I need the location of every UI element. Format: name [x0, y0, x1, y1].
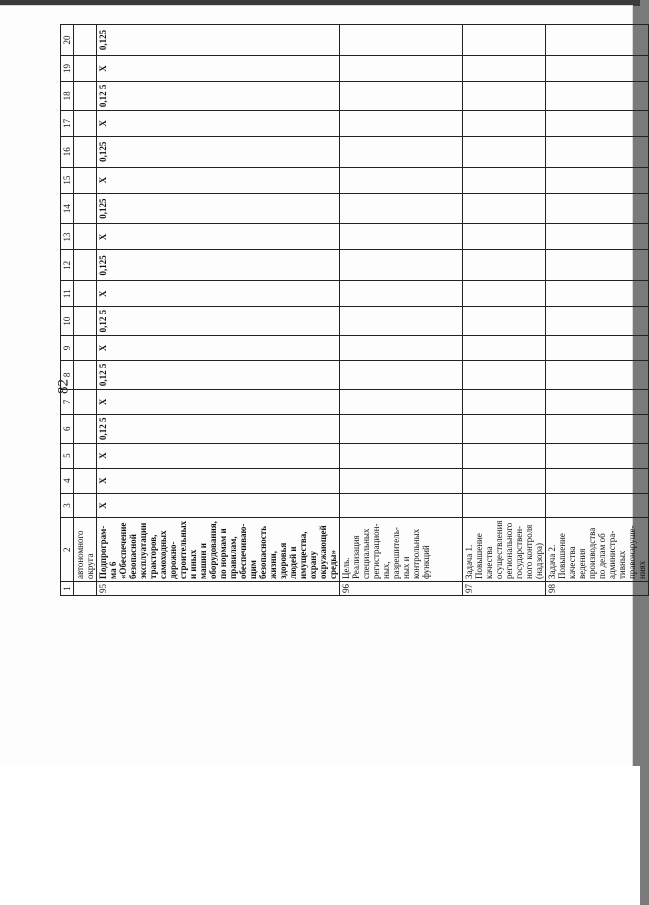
- table-cell: [74, 167, 97, 193]
- table-cell: [340, 493, 463, 518]
- table-cell: [74, 582, 97, 596]
- table-cell: [463, 25, 546, 56]
- table-cell: [74, 224, 97, 250]
- table-row: [463, 25, 546, 596]
- row-name: Задача 2. Повышение качества ведения производства по делам об администра-тивных правонаруше-ниях: [546, 518, 649, 582]
- column-number: 6: [61, 414, 74, 443]
- table-cell: [463, 193, 546, 224]
- table-cell: [74, 110, 97, 136]
- table-cell: 0,12 5: [97, 307, 340, 336]
- table-cell: [74, 250, 97, 281]
- table-cell: [74, 307, 97, 336]
- table-cell: [546, 360, 649, 389]
- table-cell: [74, 136, 97, 167]
- table-cell: [546, 81, 649, 110]
- table-cell: [546, 389, 649, 414]
- header-row: [61, 25, 74, 596]
- row-number: 96: [340, 582, 463, 596]
- column-number: 2: [61, 518, 74, 582]
- row-number: 95: [97, 582, 340, 596]
- table-cell: [74, 25, 97, 56]
- table-cell: [74, 468, 97, 493]
- table-cell: [340, 136, 463, 167]
- table-cell: автономного округа: [74, 518, 97, 582]
- table-cell: [340, 336, 463, 361]
- table-cell: [546, 25, 649, 56]
- table-cell: [74, 493, 97, 518]
- page-number: 82: [55, 379, 72, 394]
- column-number: 3: [61, 493, 74, 518]
- column-number: 12: [61, 250, 74, 281]
- table-cell: [74, 389, 97, 414]
- table-cell: [340, 468, 463, 493]
- table-cell: [74, 360, 97, 389]
- row-number: 97: [463, 582, 546, 596]
- table-cell: 0,125: [97, 25, 340, 56]
- table-cell: X: [97, 224, 340, 250]
- table-cell: [74, 336, 97, 361]
- table-cell: [463, 110, 546, 136]
- table-cell: [463, 167, 546, 193]
- table-cell: [546, 281, 649, 307]
- table-cell: [340, 443, 463, 468]
- table-cell: X: [97, 443, 340, 468]
- table-cell: [74, 193, 97, 224]
- table-cell: X: [97, 167, 340, 193]
- table-cell: [340, 193, 463, 224]
- column-number: 14: [61, 193, 74, 224]
- table-cell: [546, 136, 649, 167]
- table-cell: [340, 281, 463, 307]
- column-number: 10: [61, 307, 74, 336]
- table-cell: [74, 81, 97, 110]
- column-number: 5: [61, 443, 74, 468]
- table-cell: [463, 468, 546, 493]
- table-cell: 0,12 5: [97, 81, 340, 110]
- table-cell: [463, 250, 546, 281]
- table-cell: [463, 307, 546, 336]
- table-cell: [463, 81, 546, 110]
- table-cell: [340, 224, 463, 250]
- table-cell: X: [97, 493, 340, 518]
- table-cell: [340, 25, 463, 56]
- table-cell: [74, 281, 97, 307]
- continuation-row: [74, 25, 97, 596]
- table-cell: [340, 81, 463, 110]
- column-number: 4: [61, 468, 74, 493]
- table-cell: [340, 307, 463, 336]
- column-number: 18: [61, 81, 74, 110]
- row-number: 98: [546, 582, 649, 596]
- document-page: [0, 6, 647, 766]
- table-cell: [340, 414, 463, 443]
- column-number: 19: [61, 55, 74, 81]
- table-cell: [463, 281, 546, 307]
- table-cell: [74, 414, 97, 443]
- table-cell: [546, 307, 649, 336]
- table-cell: [463, 136, 546, 167]
- table-cell: [546, 336, 649, 361]
- table-cell: [463, 224, 546, 250]
- table-cell: [340, 110, 463, 136]
- table-row: [546, 25, 649, 596]
- table-row: [97, 25, 340, 596]
- column-number: 11: [61, 281, 74, 307]
- table-cell: 0,12 5: [97, 360, 340, 389]
- table-cell: [463, 493, 546, 518]
- table-cell: [546, 414, 649, 443]
- table-cell: [546, 55, 649, 81]
- row-name: Цель. Реализация специальных регистрацион-ных, разрешитель-ных и контрольных функций: [340, 518, 463, 582]
- column-number: 7: [61, 389, 74, 414]
- table-cell: [546, 224, 649, 250]
- table-cell: 0,125: [97, 250, 340, 281]
- table-cell: [463, 336, 546, 361]
- table-cell: [74, 443, 97, 468]
- table-cell: X: [97, 281, 340, 307]
- data-table: [60, 24, 649, 596]
- table-cell: [546, 193, 649, 224]
- table-cell: [463, 55, 546, 81]
- table-cell: [463, 360, 546, 389]
- row-name: Подпрограм-ма 6 «Обеспечение безопасной эксплуатации тракторов, самоходных дорожно-строительных и иных машин и оборудования, по нормам и правилам, обеспечиваю-щим безопасность жизни, здоровья людей и имущества, охрану окружающей среды»: [97, 518, 340, 582]
- column-number: 8: [61, 360, 74, 389]
- table-cell: [463, 443, 546, 468]
- table-cell: [74, 55, 97, 81]
- column-number: 9: [61, 336, 74, 361]
- table-cell: [546, 250, 649, 281]
- table-cell: [546, 468, 649, 493]
- table-cell: X: [97, 336, 340, 361]
- table-cell: [546, 443, 649, 468]
- blank-area: [0, 766, 640, 905]
- table-cell: [340, 360, 463, 389]
- table-cell: [340, 250, 463, 281]
- column-number: 20: [61, 25, 74, 56]
- column-number: 13: [61, 224, 74, 250]
- column-number: 1: [61, 582, 74, 596]
- table-cell: 0,12 5: [97, 414, 340, 443]
- table-cell: X: [97, 110, 340, 136]
- table-cell: [546, 167, 649, 193]
- column-number: 17: [61, 110, 74, 136]
- row-name: Задача 1. Повышение качества осуществления регионального государствен-ного контроля (надзора): [463, 518, 546, 582]
- table-cell: X: [97, 468, 340, 493]
- column-number: 15: [61, 167, 74, 193]
- table-cell: [340, 167, 463, 193]
- table-cell: 0,125: [97, 193, 340, 224]
- table-cell: [546, 493, 649, 518]
- table-cell: [340, 389, 463, 414]
- table-cell: [463, 414, 546, 443]
- table-cell: [463, 389, 546, 414]
- table-container: [60, 24, 647, 613]
- table-cell: 0,125: [97, 136, 340, 167]
- table-row: [340, 25, 463, 596]
- table-cell: X: [97, 55, 340, 81]
- table-cell: [340, 55, 463, 81]
- column-number: 16: [61, 136, 74, 167]
- table-cell: X: [97, 389, 340, 414]
- table-cell: [546, 110, 649, 136]
